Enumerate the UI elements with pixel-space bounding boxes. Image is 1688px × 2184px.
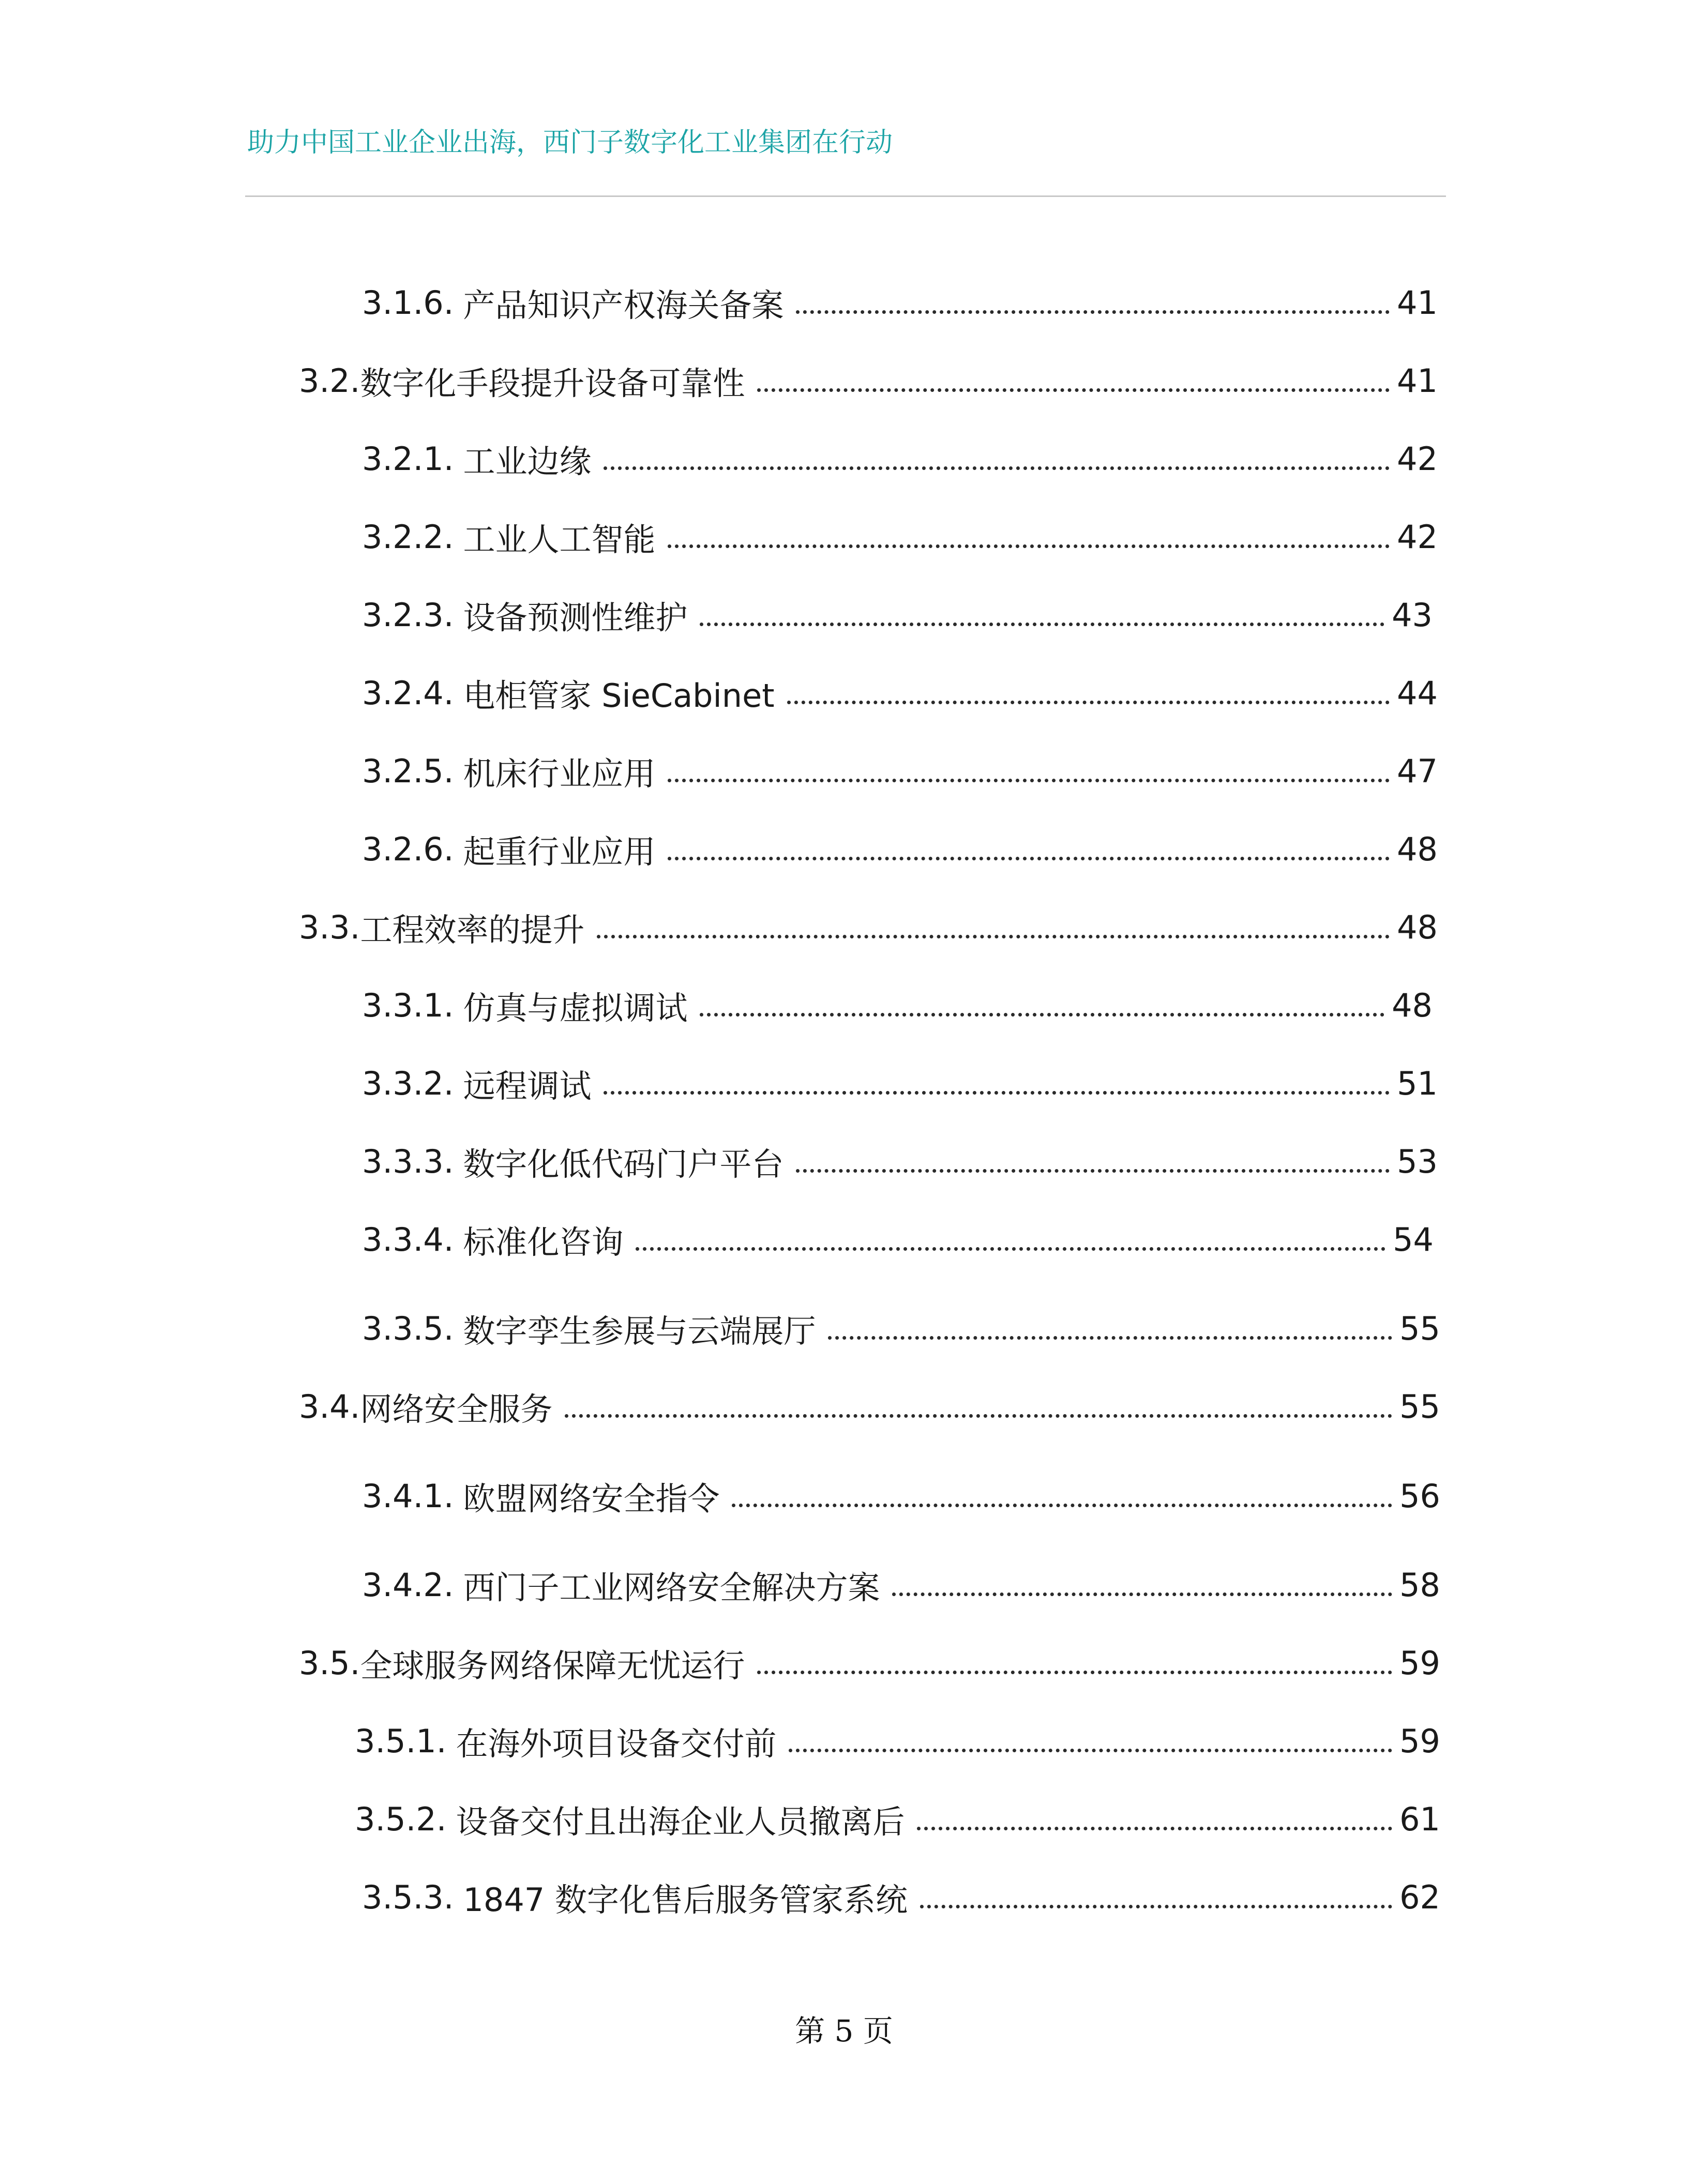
- toc-dot-leader: [604, 1091, 1390, 1095]
- toc-entry[interactable]: [362, 1216, 1434, 1263]
- toc-dot-leader: [700, 623, 1384, 626]
- toc-entry-page: 48: [1397, 830, 1438, 868]
- toc-entry-title: 电柜管家 SieCabinet: [463, 676, 775, 715]
- toc-entry-page: 54: [1393, 1220, 1434, 1258]
- toc-entry[interactable]: [362, 435, 1438, 482]
- toc-entry-page: 43: [1392, 596, 1433, 634]
- toc-entry[interactable]: [362, 826, 1438, 872]
- toc-dot-leader: [668, 544, 1390, 548]
- toc-entry-title: 设备交付且出海企业人员撤离后: [456, 1802, 905, 1841]
- toc-entry-page: 59: [1399, 1722, 1440, 1760]
- toc-entry-number: 3.2.4.: [362, 674, 454, 712]
- toc-dot-leader: [732, 1504, 1392, 1507]
- toc-entry-title: 数字化低代码门户平台: [463, 1145, 784, 1183]
- toc-entry-page: 47: [1397, 752, 1438, 790]
- page-number-footer: 第 5 页: [795, 2013, 893, 2049]
- toc-entry-page: 41: [1397, 361, 1438, 400]
- toc-entry-number: 3.4.: [299, 1387, 360, 1425]
- toc-entry-title: 工程效率的提升: [360, 911, 585, 949]
- running-header: 助力中国工业企业出海，西门子数字化工业集团在行动: [247, 127, 893, 158]
- toc-entry[interactable]: [299, 1383, 1440, 1430]
- toc-entry-page: 48: [1397, 908, 1438, 946]
- toc-entry-page: 53: [1397, 1142, 1438, 1180]
- toc-entry-title: 机床行业应用: [463, 754, 656, 793]
- toc-entry-page: 42: [1397, 518, 1438, 556]
- toc-entry-page: 56: [1399, 1477, 1440, 1515]
- toc-entry[interactable]: [299, 904, 1438, 950]
- toc-entry[interactable]: [362, 1874, 1440, 1920]
- toc-entry-title: 远程调试: [463, 1067, 592, 1105]
- toc-entry-number: 3.2.: [299, 361, 360, 400]
- toc-entry[interactable]: [362, 592, 1433, 638]
- toc-dot-leader: [892, 1593, 1392, 1596]
- toc-entry[interactable]: [362, 1305, 1440, 1352]
- toc-entry-number: 3.2.5.: [362, 752, 454, 790]
- toc-entry-title: 在海外项目设备交付前: [456, 1724, 777, 1763]
- toc-entry-title: 设备预测性维护: [463, 598, 688, 636]
- toc-entry-title: 数字化手段提升设备可靠性: [360, 364, 745, 402]
- toc-dot-leader: [597, 935, 1390, 938]
- toc-dot-leader: [796, 1169, 1390, 1173]
- toc-entry-number: 3.2.6.: [362, 830, 454, 868]
- toc-entry-number: 3.5.2.: [355, 1800, 447, 1838]
- toc-entry[interactable]: [299, 357, 1438, 404]
- toc-entry-title: 工业人工智能: [463, 520, 656, 558]
- toc-entry-title: 1847 数字化售后服务管家系统: [463, 1880, 908, 1919]
- toc-dot-leader: [787, 701, 1390, 704]
- toc-entry[interactable]: [362, 513, 1438, 560]
- toc-entry[interactable]: [299, 1640, 1440, 1686]
- toc-entry-title: 欧盟网络安全指令: [463, 1479, 720, 1518]
- toc-entry-number: 3.3.5.: [362, 1309, 454, 1347]
- toc-entry-number: 3.5.: [299, 1644, 360, 1682]
- toc-dot-leader: [789, 1749, 1392, 1752]
- toc-entry-title: 标准化咨询: [463, 1223, 624, 1261]
- toc-entry-title: 产品知识产权海关备案: [463, 286, 784, 324]
- toc-entry[interactable]: [362, 279, 1438, 326]
- toc-entry-title: 数字孪生参展与云端展厅: [463, 1312, 816, 1350]
- toc-dot-leader: [565, 1414, 1392, 1418]
- toc-entry-number: 3.3.3.: [362, 1142, 454, 1180]
- toc-entry-number: 3.2.2.: [362, 518, 454, 556]
- toc-entry-title: 西门子工业网络安全解决方案: [463, 1568, 880, 1606]
- toc-entry[interactable]: [362, 670, 1438, 716]
- toc-entry-number: 3.1.6.: [362, 283, 454, 322]
- toc-entry-page: 51: [1397, 1064, 1438, 1102]
- toc-entry[interactable]: [355, 1718, 1440, 1764]
- toc-entry-number: 3.4.1.: [362, 1477, 454, 1515]
- toc-entry-title: 全球服务网络保障无忧运行: [360, 1646, 745, 1685]
- toc-entry-number: 3.2.3.: [362, 596, 454, 634]
- toc-entry-page: 55: [1399, 1309, 1440, 1347]
- toc-entry-title: 工业边缘: [463, 442, 592, 480]
- toc-entry-page: 61: [1399, 1800, 1440, 1838]
- toc-entry-page: 58: [1399, 1566, 1440, 1604]
- toc-entry-title: 起重行业应用: [463, 832, 656, 871]
- toc-dot-leader: [700, 1013, 1384, 1017]
- toc-entry-title: 网络安全服务: [360, 1390, 553, 1428]
- toc-dot-leader: [917, 1827, 1392, 1830]
- toc-dot-leader: [757, 388, 1390, 392]
- toc-entry-page: 62: [1399, 1878, 1440, 1916]
- toc-dot-leader: [668, 779, 1390, 782]
- toc-dot-leader: [796, 310, 1390, 314]
- toc-entry-page: 41: [1397, 283, 1438, 322]
- toc-entry[interactable]: [362, 1138, 1438, 1185]
- toc-entry-title: 仿真与虚拟调试: [463, 989, 688, 1027]
- toc-entry-number: 3.3.2.: [362, 1064, 454, 1102]
- toc-dot-leader: [828, 1336, 1392, 1340]
- toc-dot-leader: [636, 1247, 1385, 1251]
- toc-entry-number: 3.4.2.: [362, 1566, 454, 1604]
- toc-entry[interactable]: [362, 1473, 1440, 1519]
- toc-entry[interactable]: [362, 1561, 1440, 1608]
- toc-entry[interactable]: [362, 982, 1433, 1028]
- toc-entry-number: 3.3.: [299, 908, 360, 946]
- toc-entry-number: 3.5.1.: [355, 1722, 447, 1760]
- toc-dot-leader: [920, 1905, 1392, 1908]
- toc-entry-page: 55: [1399, 1387, 1440, 1425]
- toc-entry-page: 48: [1392, 986, 1433, 1024]
- toc-entry-page: 59: [1399, 1644, 1440, 1682]
- toc-entry-page: 42: [1397, 439, 1438, 478]
- toc-entry-page: 44: [1397, 674, 1438, 712]
- toc-entry[interactable]: [362, 1060, 1438, 1106]
- toc-entry[interactable]: [362, 748, 1438, 794]
- toc-dot-leader: [668, 857, 1390, 860]
- toc-dot-leader: [604, 466, 1390, 470]
- toc-entry-number: 3.2.1.: [362, 439, 454, 478]
- toc-entry[interactable]: [355, 1796, 1440, 1842]
- toc-entry-number: 3.3.4.: [362, 1220, 454, 1258]
- toc-entry-number: 3.5.3.: [362, 1878, 454, 1916]
- toc-entry-number: 3.3.1.: [362, 986, 454, 1024]
- toc-dot-leader: [757, 1671, 1392, 1674]
